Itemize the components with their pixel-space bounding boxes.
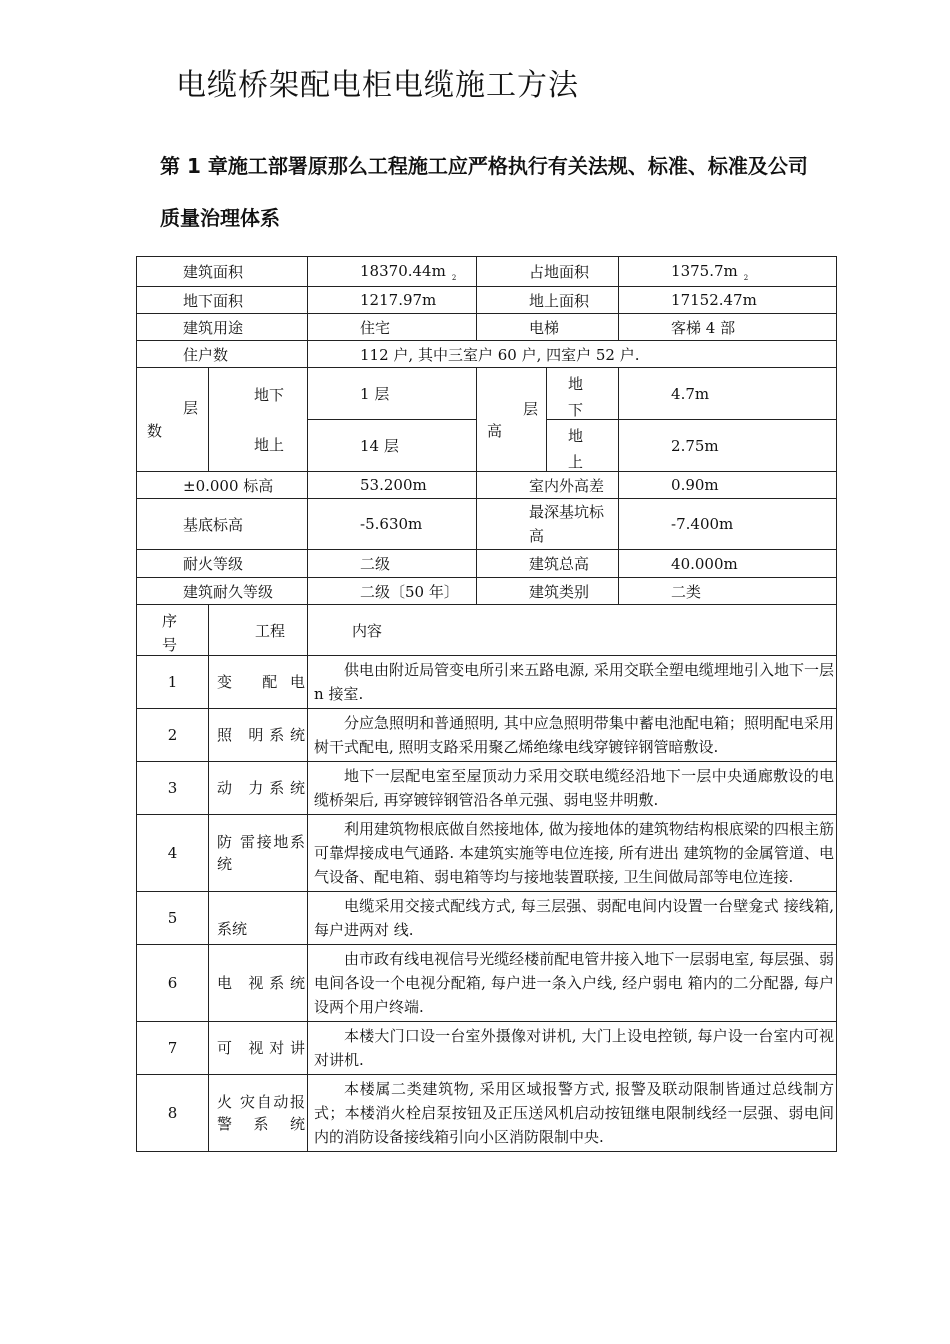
cell-label: 地下面积	[137, 287, 308, 314]
cell-label: 室内外高差	[477, 472, 619, 499]
cell-label: 建筑用途	[137, 314, 308, 341]
cell-value: 1217.97m	[308, 287, 477, 314]
table-row	[137, 550, 837, 578]
cell-value: 0.90m	[619, 472, 837, 499]
chapter-heading: 第 1 章施工部署原那么工程施工应严格执行有关法规、标准、标准及公司质量治理体系	[160, 154, 808, 230]
cell-label: 占地面积	[477, 257, 619, 287]
column-header-no: 序号	[137, 605, 209, 656]
cell-label: 数	[137, 368, 209, 472]
table-row	[137, 499, 837, 550]
table-row	[137, 472, 837, 499]
row-number: 1	[137, 656, 209, 709]
system-name: 系统	[209, 892, 308, 945]
cell-value: -5.630m	[308, 499, 477, 550]
cell-label: 建筑总高	[477, 550, 619, 578]
system-name: 电 视系统	[209, 945, 308, 1022]
cell-value: 17152.47m	[619, 287, 837, 314]
cell-label: 电梯	[477, 314, 619, 341]
system-content: 利用建筑物根底做自然接地体, 做为接地体的建筑物结构根底梁的四根主筋可靠焊接成电气通路. 本建筑实施等电位连接, 所有进出 建筑物的金属管道、电气设备、配电箱、弱电箱等均与接地装置联接, 卫生间做局部等电位连接.	[308, 815, 837, 892]
cell-label: 建筑面积	[137, 257, 308, 287]
system-content: 本楼大门口设一台室外摄像对讲机, 大门上设电控锁, 每户设一台室内可视对讲机.	[308, 1022, 837, 1075]
table-row	[137, 1022, 837, 1075]
system-name: 火 灾自动报警系统	[209, 1075, 308, 1152]
table-row	[137, 605, 837, 656]
cell-value: 2.75m	[619, 420, 837, 472]
cell-label: 高	[477, 368, 547, 472]
system-content: 电缆采用交接式配线方式, 每三层强、弱配电间内设置一台壁龛式 接线箱, 每户进两对 线.	[308, 892, 837, 945]
cell-label: 层 地下 地上	[209, 368, 308, 472]
cell-value: 4.7m	[619, 368, 837, 420]
system-content: 由市政有线电视信号光缆经楼前配电管井接入地下一层弱电室, 每层强、弱电间各设一个电视分配箱, 每户进一条入户线, 经户弱电 箱内的二分配器, 每户设两个用户终端.	[308, 945, 837, 1022]
system-content: 供电由附近局管变电所引来五路电源, 采用交联全塑电缆埋地引入地下一层 n 接室.	[308, 656, 837, 709]
document-title: 电缆桥架配电柜电缆施工方法	[176, 68, 579, 103]
table-row	[137, 762, 837, 815]
cell-value: 14 层	[308, 420, 477, 472]
row-number: 8	[137, 1075, 209, 1152]
cell-label: 耐火等级	[137, 550, 308, 578]
table-row	[137, 257, 837, 287]
cell-label: 地上	[547, 420, 619, 472]
table-row	[137, 314, 837, 341]
table-row	[137, 709, 837, 762]
table-row	[137, 656, 837, 709]
cell-label: 建筑类别	[477, 578, 619, 605]
cell-label: 建筑耐久等级	[137, 578, 308, 605]
cell-value: 二级	[308, 550, 477, 578]
table-row	[137, 1075, 837, 1152]
row-number: 5	[137, 892, 209, 945]
table-row	[137, 341, 837, 368]
system-name: 动 力系统	[209, 762, 308, 815]
cell-value: 二类	[619, 578, 837, 605]
project-overview-table	[136, 256, 837, 1152]
system-content: 分应急照明和普通照明, 其中应急照明带集中蓄电池配电箱；照明配电采用树干式配电, 照明支路采用聚乙烯绝缘电线穿镀锌钢管暗敷设.	[308, 709, 837, 762]
system-name: 防 雷接地系统	[209, 815, 308, 892]
cell-value: 18370.44m $_2$	[308, 257, 477, 287]
table-row	[137, 892, 837, 945]
cell-label: 最深基坑标高	[477, 499, 619, 550]
cell-label: ±0.000 标高	[137, 472, 308, 499]
cell-value: 住宅	[308, 314, 477, 341]
table-row	[137, 368, 837, 420]
cell-value: 1375.7m $_2$	[619, 257, 837, 287]
row-number: 6	[137, 945, 209, 1022]
cell-value: 40.000m	[619, 550, 837, 578]
cell-label: 住户数	[137, 341, 308, 368]
cell-value: 客梯 4 部	[619, 314, 837, 341]
cell-value: 53.200m	[308, 472, 477, 499]
column-header-project: 工程	[209, 605, 308, 656]
cell-value: 112 户, 其中三室户 60 户, 四室户 52 户.	[308, 341, 837, 368]
column-header-content: 内容	[308, 605, 837, 656]
cell-label: 地上面积	[477, 287, 619, 314]
cell-label: 基底标高	[137, 499, 308, 550]
table-row	[137, 815, 837, 892]
table-row	[137, 945, 837, 1022]
cell-label: 层 地下	[547, 368, 619, 420]
row-number: 4	[137, 815, 209, 892]
system-content: 地下一层配电室至屋顶动力采用交联电缆经沿地下一层中央通廊敷设的电缆桥架后, 再穿镀锌钢管沿各单元强、弱电竖井明敷.	[308, 762, 837, 815]
cell-value: -7.400m	[619, 499, 837, 550]
table-row	[137, 287, 837, 314]
row-number: 3	[137, 762, 209, 815]
row-number: 2	[137, 709, 209, 762]
system-content: 本楼属二类建筑物, 采用区域报警方式, 报警及联动限制皆通过总线制方式；本楼消火栓启泵按钮及正压送风机启动按钮继电限制线经一层强、弱电间内的消防设备接线箱引向小区消防限制中央.	[308, 1075, 837, 1152]
system-name: 照 明系统	[209, 709, 308, 762]
system-name: 变 配电	[209, 656, 308, 709]
cell-value: 二级〔50 年〕	[308, 578, 477, 605]
cell-value: 1 层	[308, 368, 477, 420]
table-row	[137, 578, 837, 605]
system-name: 可 视对讲	[209, 1022, 308, 1075]
row-number: 7	[137, 1022, 209, 1075]
